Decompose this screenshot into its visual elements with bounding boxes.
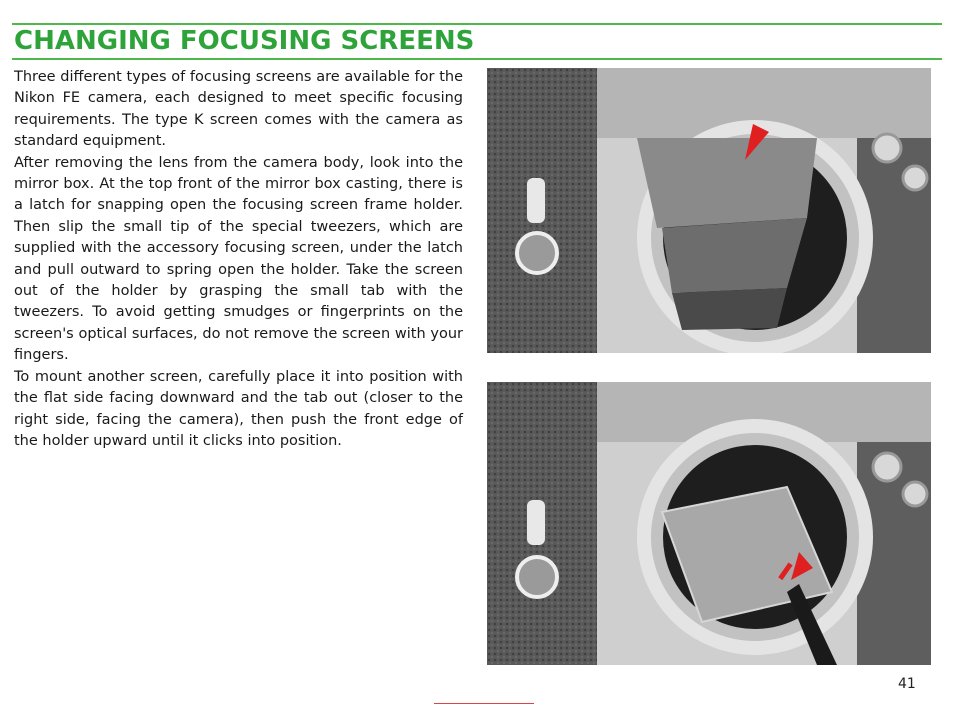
paragraph-removal: After removing the lens from the camera body, look into the mirror box. At the top front of the mirror box casting, there is a latch for snapping open the focusing screen frame holder. Then slip the small tip of the special tweezers, which are supplied with the accessory focusing screen, under the latch and pull outward to spring open the holder. Take the screen out of the holder by grasping the small tab with the tweezers. To avoid getting smudges or fingerprints on the screen's optical surfaces, do not remove the screen with your fingers. xyxy=(14,154,463,364)
camera-mount-illustration-top xyxy=(487,68,931,353)
camera-mount-illustration-bottom xyxy=(487,382,931,665)
paragraph-mounting: To mount another screen, carefully place it into position with the flat side facing downward and the tab out (closer to the right side, facing the camera), then push the front edge of the holder upward until it clicks into position. xyxy=(14,368,463,449)
bottom-edge-mark xyxy=(434,703,534,704)
page-number: 41 xyxy=(898,676,916,692)
body-text xyxy=(14,67,463,452)
photo-screen-holder-latch xyxy=(487,68,931,353)
paragraph-intro: Three different types of focusing screens are available for the Nikon FE camera, each designed to meet specific focusing requirements. The type K screen comes with the camera as standard equipment. xyxy=(14,69,463,150)
photo-mounting-screen xyxy=(487,382,931,665)
page-title: CHANGING FOCUSING SCREENS xyxy=(14,26,475,56)
title-underline xyxy=(12,58,942,60)
